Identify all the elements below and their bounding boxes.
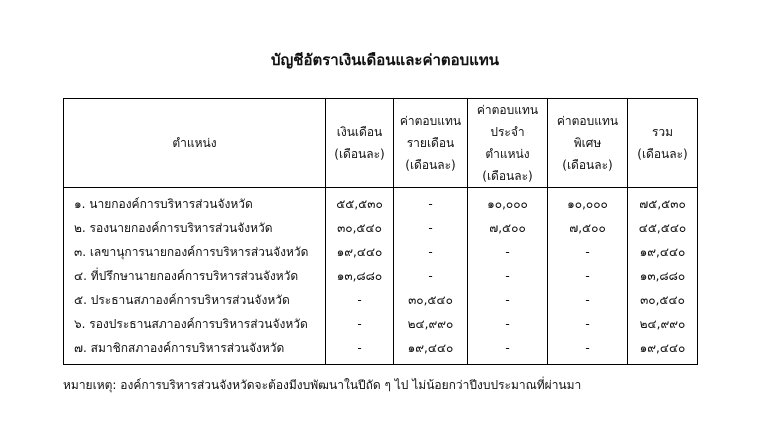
cell-position: ๒. รองนายกองค์การบริหารส่วนจังหวัด [64,216,326,240]
cell-position-allowance: ๑๐,๐๐๐ [468,188,548,217]
cell-position-allowance: - [468,288,548,312]
cell-special-allowance: - [548,240,628,264]
table-row [64,240,698,264]
cell-position-allowance: - [468,264,548,288]
cell-monthly-allowance: - [394,216,468,240]
cell-total: ๔๕,๕๔๐ [628,216,698,240]
cell-salary: - [326,336,394,365]
cell-special-allowance: - [548,264,628,288]
header-position: ตำแหน่ง [64,99,326,188]
table-row [64,188,698,217]
cell-salary: ๑๓,๘๘๐ [326,264,394,288]
cell-total: ๗๕,๕๓๐ [628,188,698,217]
header-position-allowance: ค่าตอบแทน ประจำตำแหน่ง (เดือนละ) [468,99,548,188]
table-row [64,288,698,312]
salary-table [63,98,698,365]
table-row [64,216,698,240]
cell-special-allowance: ๗,๕๐๐ [548,216,628,240]
cell-special-allowance: - [548,312,628,336]
cell-total: ๑๓,๘๘๐ [628,264,698,288]
cell-monthly-allowance: - [394,240,468,264]
cell-special-allowance: - [548,288,628,312]
cell-total: ๓๐,๕๔๐ [628,288,698,312]
table-row [64,336,698,365]
cell-special-allowance: - [548,336,628,365]
cell-salary: - [326,312,394,336]
cell-position-allowance: ๗,๕๐๐ [468,216,548,240]
cell-position: ๕. ประธานสภาองค์การบริหารส่วนจังหวัด [64,288,326,312]
header-salary: เงินเดือน (เดือนละ) [326,99,394,188]
document-title: บัญชีอัตราเงินเดือนและค่าตอบแทน [270,51,499,69]
header-special-allowance: ค่าตอบแทน พิเศษ (เดือนละ) [548,99,628,188]
cell-position: ๗. สมาชิกสภาองค์การบริหารส่วนจังหวัด [64,336,326,365]
header-total: รวม (เดือนละ) [628,99,698,188]
footnote: หมายเหตุ: องค์การบริหารส่วนจังหวัดจะต้องมีงบพัฒนาในปีถัด ๆ ไป ไม่น้อยกว่าปีงบประมาณที่ผ่านมา [63,378,582,392]
cell-monthly-allowance: - [394,264,468,288]
cell-position-allowance: - [468,336,548,365]
cell-total: ๑๙,๔๔๐ [628,336,698,365]
cell-monthly-allowance: ๒๔,๙๙๐ [394,312,468,336]
cell-salary: ๑๙,๔๔๐ [326,240,394,264]
cell-salary: - [326,288,394,312]
cell-special-allowance: ๑๐,๐๐๐ [548,188,628,217]
table-row [64,312,698,336]
cell-salary: ๕๕,๕๓๐ [326,188,394,217]
cell-monthly-allowance: - [394,188,468,217]
cell-position: ๑. นายกองค์การบริหารส่วนจังหวัด [64,188,326,217]
cell-total: ๑๙,๔๔๐ [628,240,698,264]
cell-position: ๖. รองประธานสภาองค์การบริหารส่วนจังหวัด [64,312,326,336]
cell-salary: ๓๐,๕๔๐ [326,216,394,240]
cell-position: ๔. ที่ปรึกษานายกองค์การบริหารส่วนจังหวัด [64,264,326,288]
cell-position-allowance: - [468,312,548,336]
cell-position: ๓. เลขานุการนายกองค์การบริหารส่วนจังหวัด [64,240,326,264]
table-header-row [64,99,698,188]
cell-total: ๒๔,๙๙๐ [628,312,698,336]
cell-monthly-allowance: ๑๙,๔๔๐ [394,336,468,365]
cell-monthly-allowance: ๓๐,๕๔๐ [394,288,468,312]
cell-position-allowance: - [468,240,548,264]
header-monthly-allowance: ค่าตอบแทน รายเดือน (เดือนละ) [394,99,468,188]
table-row [64,264,698,288]
